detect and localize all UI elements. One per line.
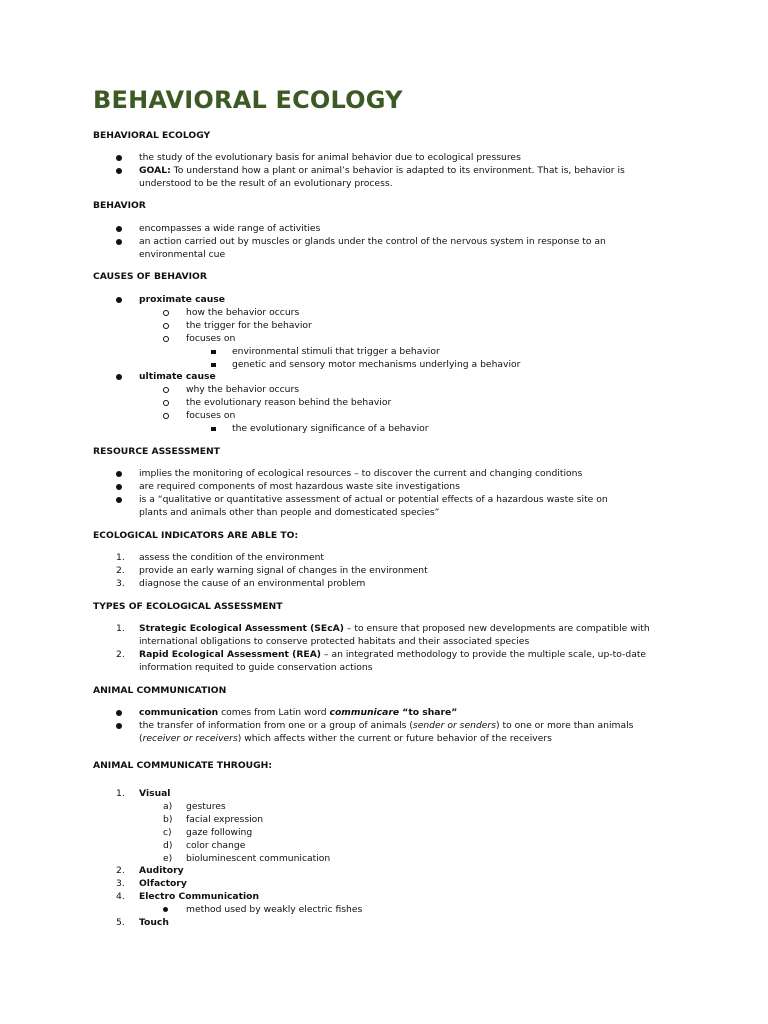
list-item: method used by weakly electric fishes — [186, 904, 363, 915]
list-item-visual: Visual — [139, 788, 171, 799]
list-number: 4. — [116, 891, 125, 902]
list-letter: b) — [163, 814, 173, 825]
bullet-icon — [116, 168, 122, 174]
square-bullet-icon — [211, 350, 216, 355]
bullet-icon — [116, 239, 122, 245]
list-item: how the behavior occurs — [186, 307, 300, 318]
list-item-continuation: international obligations to conserve protected habitats and their associated species — [139, 636, 530, 647]
list-item: the evolutionary significance of a behavior — [232, 423, 429, 434]
list-item: Strategic Ecological Assessment (SEcA) – to ensure that proposed new developments are compatible with — [139, 623, 650, 634]
list-item-ultimate-cause: ultimate cause — [139, 371, 216, 382]
list-item: environmental stimuli that trigger a behavior — [232, 346, 440, 357]
list-item: genetic and sensory motor mechanisms underlying a behavior — [232, 359, 521, 370]
circle-bullet-icon — [163, 336, 169, 342]
section-heading-types-of-ecological-assessment: TYPES OF ECOLOGICAL ASSESSMENT — [93, 601, 283, 612]
circle-bullet-icon — [163, 387, 169, 393]
circle-bullet-icon — [163, 400, 169, 406]
circle-bullet-icon — [163, 413, 169, 419]
section-heading-behavior: BEHAVIOR — [93, 200, 146, 211]
bullet-icon — [116, 484, 122, 490]
list-number: 1. — [116, 552, 125, 563]
square-bullet-icon — [211, 427, 216, 432]
list-item: communication comes from Latin word communicare “to share” — [139, 707, 458, 718]
list-item: diagnose the cause of an environmental problem — [139, 578, 366, 589]
rea-term: Rapid Ecological Assessment (REA) — [139, 649, 322, 660]
list-item: is a “qualitative or quantitative assessment of actual or potential effects of a hazardous waste site on — [139, 494, 608, 505]
list-item: why the behavior occurs — [186, 384, 300, 395]
list-item: color change — [186, 840, 246, 851]
list-number: 2. — [116, 649, 125, 660]
section-heading-resource-assessment: RESOURCE ASSESSMENT — [93, 446, 220, 457]
list-item: are required components of most hazardous waste site investigations — [139, 481, 460, 492]
section-heading-animal-communication: ANIMAL COMMUNICATION — [93, 685, 227, 696]
list-item: Rapid Ecological Assessment (REA) – an integrated methodology to provide the multiple scale, up-to-date — [139, 649, 647, 660]
list-number: 2. — [116, 865, 125, 876]
seca-term: Strategic Ecological Assessment (SEcA) — [139, 623, 344, 634]
list-item: the evolutionary reason behind the behavior — [186, 397, 392, 408]
bullet-icon — [116, 471, 122, 477]
list-number: 1. — [116, 623, 125, 634]
list-item: focuses on — [186, 333, 236, 344]
section-heading-ecological-indicators: ECOLOGICAL INDICATORS ARE ABLE TO: — [93, 530, 299, 541]
bullet-icon — [116, 155, 122, 161]
list-number: 5. — [116, 917, 125, 928]
list-item: an action carried out by muscles or glands under the control of the nervous system in response to an — [139, 236, 606, 247]
list-item-olfactory: Olfactory — [139, 878, 187, 889]
list-number: 1. — [116, 788, 125, 799]
list-letter: a) — [163, 801, 173, 812]
bullet-icon — [116, 497, 122, 503]
square-bullet-icon — [211, 363, 216, 368]
bullet-icon — [116, 710, 122, 716]
list-letter: e) — [163, 853, 173, 864]
list-item: GOAL: To understand how a plant or animal’s behavior is adapted to its environment. That is, behavior is — [139, 165, 625, 176]
list-item: facial expression — [186, 814, 264, 825]
bullet-icon — [116, 297, 122, 303]
list-item: assess the condition of the environment — [139, 552, 325, 563]
list-item-proximate-cause: proximate cause — [139, 294, 225, 305]
bullet-icon — [163, 907, 168, 912]
list-item: the study of the evolutionary basis for animal behavior due to ecological pressures — [139, 152, 521, 163]
list-letter: c) — [163, 827, 172, 838]
section-heading-causes-of-behavior: CAUSES OF BEHAVIOR — [93, 271, 207, 282]
list-number: 2. — [116, 565, 125, 576]
goal-label: GOAL: — [139, 165, 171, 176]
section-heading-animal-communicate-through: ANIMAL COMMUNICATE THROUGH: — [93, 760, 273, 771]
list-item-continuation: information requited to guide conservation actions — [139, 662, 373, 673]
list-number: 3. — [116, 578, 125, 589]
list-item: provide an early warning signal of changes in the environment — [139, 565, 428, 576]
list-item-continuation: understood to be the result of an evolutionary process. — [139, 178, 393, 189]
circle-bullet-icon — [163, 310, 169, 316]
list-item-continuation: environmental cue — [139, 249, 226, 260]
list-item: implies the monitoring of ecological resources – to discover the current and changing conditions — [139, 468, 583, 479]
list-item: focuses on — [186, 410, 236, 421]
list-item-continuation: plants and animals other than people and domesticated species” — [139, 507, 440, 518]
list-item: bioluminescent communication — [186, 853, 331, 864]
section-heading-behavioral-ecology: BEHAVIORAL ECOLOGY — [93, 130, 211, 141]
list-item-electro-communication: Electro Communication — [139, 891, 260, 902]
document-title: BEHAVIORAL ECOLOGY — [93, 86, 403, 114]
list-item: the transfer of information from one or a group of animals (sender or senders) to one or more than animals — [139, 720, 634, 731]
circle-bullet-icon — [163, 323, 169, 329]
bullet-icon — [116, 374, 122, 380]
list-item-continuation: (receiver or receivers) which affects wither the current or future behavior of the receivers — [139, 733, 552, 744]
list-number: 3. — [116, 878, 125, 889]
list-item: gestures — [186, 801, 226, 812]
bullet-icon — [116, 226, 122, 232]
list-letter: d) — [163, 840, 173, 851]
list-item: encompasses a wide range of activities — [139, 223, 321, 234]
bullet-icon — [116, 723, 122, 729]
list-item: gaze following — [186, 827, 253, 838]
list-item-auditory: Auditory — [139, 865, 184, 876]
list-item-touch: Touch — [139, 917, 169, 928]
list-item: the trigger for the behavior — [186, 320, 312, 331]
